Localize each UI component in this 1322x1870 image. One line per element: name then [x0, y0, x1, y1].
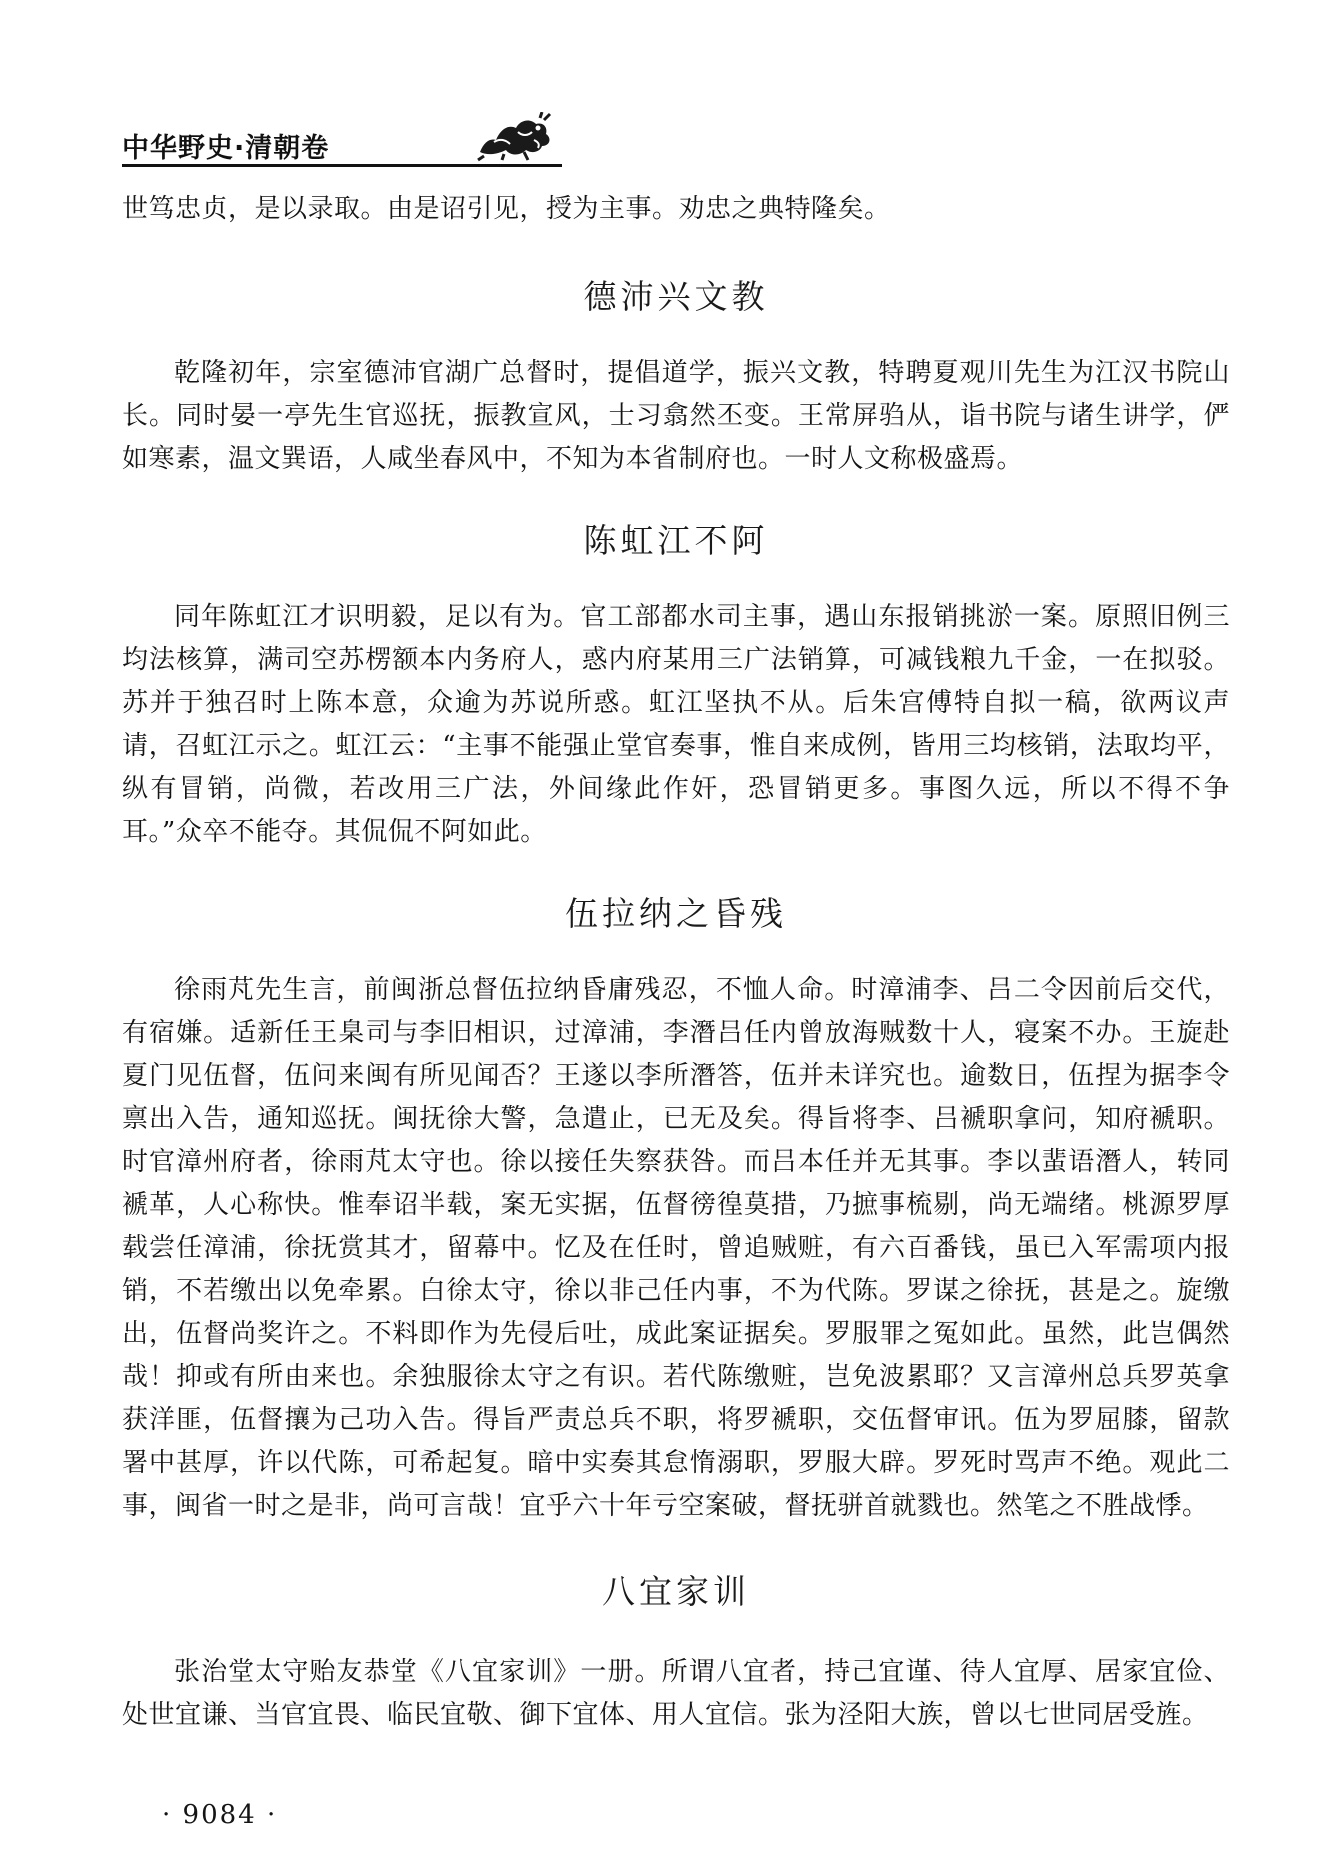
section-body-wu-lana: 徐雨芃先生言，前闽浙总督伍拉纳昏庸残忍，不恤人命。时漳浦李、吕二令因前后交代，有宿嫌。适新任王臬司与李旧相识，过漳浦，李潛吕任内曾放海贼数十人，寝案不办。王旋赴夏门见伍督，伍问来闽有所见闻否？王遂以李所潛答，伍并未详究也。逾数日，伍捏为据李令禀出入告，通知巡抚。闽抚徐大警，急遣止，已无及矣。得旨将李、吕褫职拿问，知府褫职。时官漳州府者，徐雨芃太守也。徐以接任失察获咎。而吕本任并无其事。李以蜚语潛人，转同褫革，人心称快。惟奉诏半载，案无实据，伍督徬徨莫措，乃摭事梳剔，尚无端绪。桃源罗厚载尝任漳浦，徐抚赏其才，留幕中。忆及在任时，曾追贼赃，有六百番钱，虽已入军需项内报销，不若缴出以免牵累。白徐太守，徐以非己任内事，不为代陈。罗谋之徐抚，甚是之。旋缴出，伍督尚奖许之。不料即作为先侵后吐，成此案证据矣。罗服罪之冤如此。虽然，此岂偶然哉！抑或有所由来也。余独服徐太守之有识。若代陈缴赃，岂免波累耶？又言漳州总兵罗英拿获洋匪，伍督攘为己功入告。得旨严责总兵不职，将罗褫职，交伍督审讯。伍为罗屈膝，留款署中甚厚，许以代陈，可希起复。暗中实奏其怠惰溺职，罗服大辟。罗死时骂声不绝。观此二事，闽省一时之是非，尚可言哉！宜乎六十年亏空案破，督抚骈首就戮也。然笔之不胜战悸。: [122, 975, 1230, 1521]
section-title-chen-hongjiang: 陈虹江不阿: [583, 521, 769, 560]
header-rule: [122, 164, 562, 167]
running-header: [122, 112, 562, 172]
page-number: · 9084 ·: [162, 1800, 278, 1830]
section-body-chen-hongjiang: 同年陈虹江才识明毅，足以有为。官工部都水司主事，遇山东报销挑淤一案。原照旧例三均法核算，满司空苏楞额本内务府人，惑内府某用三广法销算，可减钱粮九千金，一在拟驳。苏并于独召时上陈本意，众逾为苏说所惑。虹江坚执不从。后朱宫傅特自拟一稿，欲两议声请，召虹江示之。虹江云：“主事不能强止堂官奏事，惟自来成例，皆用三均核销，法取均平，纵有冒销，尚微，若改用三广法，外间缘此作奸，恐冒销更多。事图久远，所以不得不争耳。”众卒不能夺。其侃侃不阿如此。: [122, 602, 1230, 847]
section-title-wu-lana: 伍拉纳之昏残: [565, 894, 787, 933]
continuation-paragraph: 世笃忠贞，是以录取。由是诏引见，授为主事。劝忠之典特隆矣。: [122, 194, 891, 224]
section-body-ba-yi: 张治堂太守贻友恭堂《八宜家训》一册。所谓八宜者，持己宜谨、待人宜厚、居家宜俭、处世宜谦、当官宜畏、临民宜敬、御下宜体、用人宜信。张为泾阳大族，曾以七世同居受旌。: [122, 1657, 1230, 1730]
section-body-de-pei: 乾隆初年，宗室德沛官湖广总督时，提倡道学，振兴文教，特聘夏观川先生为江汉书院山长。同时晏一亭先生官巡抚，振教宣风，士习翕然丕变。王常屏驺从，诣书院与诸生讲学，俨如寒素，温文巽语，人咸坐春风中，不知为本省制府也。一时人文称极盛焉。: [122, 358, 1230, 474]
book-title: 中华野史·清朝卷: [122, 133, 330, 164]
dragon-emblem-icon: [474, 112, 556, 162]
section-title-de-pei: 德沛兴文教: [583, 277, 769, 316]
section-title-ba-yi: 八宜家训: [602, 1572, 750, 1611]
page-content: [122, 188, 1230, 1737]
